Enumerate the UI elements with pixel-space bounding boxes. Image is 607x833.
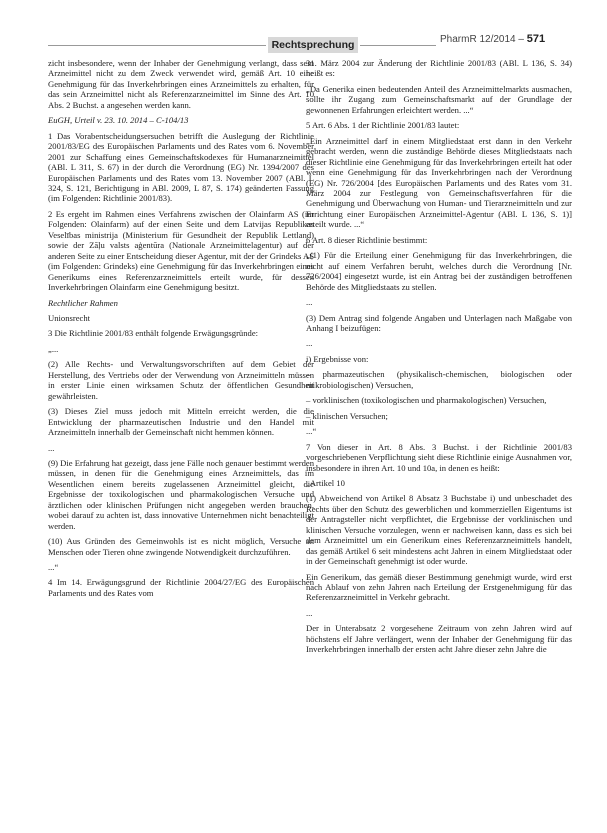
paragraph: 3 Die Richtlinie 2001/83 enthält folgende Erwägungsgründe: <box>48 328 259 339</box>
paragraph: (1) Abweichend von Artikel 8 Absatz 3 Buchstabe i) und unbeschadet des Rechts über den Schutz des gewerblichen und kommerziellen Eigentums ist der Antragsteller nicht verpflichtet, die Ergebnisse der vorklinischen und klinischen Versuche vorzulegen, wenn er nachweisen kann, dass es sich bei dem Arzneimittel um ein Generikum eines Referenzarzneimittels handelt, das gemäß Artikel 6 seit mindestens acht Jahren in einem Mitgliedstaat oder in der Gemeinschaft genehmigt ist oder wurde. <box>306 493 572 567</box>
paragraph: „Artikel 10 <box>306 477 345 488</box>
paragraph: 1 Das Vorabentscheidungsersuchen betrifft die Auslegung der Richtlinie 2001/83/EG des Europäischen Parlaments und des Rates vom 6. November 2001 zur Schaffung eines Gemeinschaftskodexes für Humanarzneimittel (ABl. L 311, S. 67) in der durch die Verordnung (EG) Nr. 1394/2007 des Europäischen Parlaments und des Rates vom 13. November 2007 (ABl. L 324, S. 121, Berichtigung in ABl. 2009, L 87, S. 174) geänderten Fassung (im Folgenden: Richtlinie 2001/83). <box>48 130 314 204</box>
header-rule-left <box>48 45 266 46</box>
left-column <box>48 58 314 603</box>
paragraph: – klinischen Versuchen; <box>306 410 388 421</box>
paragraph: „Da Generika einen bedeutenden Anteil des Arzneimittelmarkts ausmachen, sollte ihr Zugang zum Gemeinschaftsmarkt auf der Grundlage der gewonnenen Erfahrungen erleichtert werden. ...“ <box>306 83 572 115</box>
paragraph: ... <box>306 607 313 618</box>
section-title: Rechtsprechung <box>268 37 358 53</box>
paragraph: i) Ergebnisse von: <box>306 353 369 364</box>
paragraph: „Ein Arzneimittel darf in einem Mitgliedstaat erst dann in den Verkehr gebracht werden, wenn die zuständige Behörde dieses Mitgliedstaats nach dieser Richtlinie eine Genehmigung für das Inverkehrbringen erteilt hat oder wenn eine Genehmigung für das Inverkehrbringen nach der Verordnung (EG) Nr. 726/2004 [des Europäischen Parlaments und des Rates vom 31. März 2004 zur Festlegung von Gemeinschaftsverfahren für die Genehmigung und Überwachung von Human- und Tierarzneimitteln und zur Errichtung einer Europäischen Arzneimittel-Agentur (ABl. L 136, S. 1)] erteilt wurde. ...“ <box>306 135 572 230</box>
paragraph: ...“ <box>306 426 317 437</box>
paragraph: Unionsrecht <box>48 312 91 323</box>
paragraph: 5 Art. 6 Abs. 1 der Richtlinie 2001/83 lautet: <box>306 120 460 131</box>
page-number: 571 <box>526 33 546 45</box>
section-heading: Rechtlicher Rahmen <box>48 297 118 308</box>
paragraph: „(1) Für die Erteilung einer Genehmigung für das Inverkehrbringen, die nicht auf einem Verfahren beruht, welches durch die Verordnung [Nr. 726/2004] eingesetzt wurde, ist ein Antrag bei der zuständigen betroffenen Behörde des Mitgliedstaats zu stellen. <box>306 250 572 292</box>
paragraph: 4 Im 14. Erwägungsgrund der Richtlinie 2004/27/EG des Europäischen Parlaments und des Rates vom <box>48 577 314 598</box>
journal-reference <box>440 33 545 45</box>
header-rule-right <box>360 45 436 46</box>
paragraph: (2) Alle Rechts- und Verwaltungsvorschriften auf dem Gebiet der Herstellung, des Vertriebs oder der Verwendung von Arzneimitteln müssen in erster Linie einen wirksamen Schutz der öffentlichen Gesundheit gewährleisten. <box>48 359 314 401</box>
paragraph: – vorklinischen (toxikologischen und pharmakologischen) Versuchen, <box>306 395 547 406</box>
paragraph: 2 Es ergeht im Rahmen eines Verfahrens zwischen der Olainfarm AS (im Folgenden: Olainfarm) auf der einen Seite und dem Latvijas Republikas Veselības ministrija (Ministerium für Gesundheit der Republik Lettland) sowie der Zāļu valsts aģentūra (Nationale Arzneimittelagentur) auf der anderen Seite zu einer Entscheidung dieser Agentur, mit der der Grindeks AS (im Folgenden: Grindeks) eine Genehmigung für das Inverkehrbringen eines Generikums eines Referenzarzneimittels erteilt wurde, für dessen Inverkehrbringen Olainfarm eine Genehmigung besitzt. <box>48 208 314 293</box>
journal-name: PharmR 12/2014 – <box>440 34 524 45</box>
paragraph: 31. März 2004 zur Änderung der Richtlinie 2001/83 (ABl. L 136, S. 34) heißt es: <box>306 58 572 79</box>
paragraph: 7 Von dieser in Art. 8 Abs. 3 Buchst. i der Richtlinie 2001/83 vorgeschriebenen Verpflichtung sieht diese Richtlinie einige Ausnahmen vor, insbesondere in ihren Art. 10 und 10a, in denen es heißt: <box>306 441 572 473</box>
paragraph: zicht insbesondere, wenn der Inhaber der Genehmigung verlangt, dass sein Arzneimittel nicht zu dem Zweck verwendet wird, gemäß Art. 10 eine Genehmigung für das Inverkehrbringen eines Arzneimittels zu erhalten, für das sein Arzneimittel nicht als Referenzarzneimittel im Sinne des Art. 10 Abs. 2 Buchst. a angesehen werden kann. <box>48 58 314 110</box>
paragraph: (10) Aus Gründen des Gemeinwohls ist es nicht möglich, Versuche an Menschen oder Tieren ohne zwingende Notwendigkeit durchzuführen. <box>48 536 314 557</box>
paragraph: 6 Art. 8 dieser Richtlinie bestimmt: <box>306 234 428 245</box>
paragraph: ... <box>48 442 55 453</box>
paragraph: ... <box>306 297 313 308</box>
paragraph: (3) Dieses Ziel muss jedoch mit Mitteln erreicht werden, die die Entwicklung der pharmazeutischen Industrie und den Handel mit Arzneimitteln innerhalb der Gemeinschaft nicht hemmen können. <box>48 406 314 438</box>
paragraph: (3) Dem Antrag sind folgende Angaben und Unterlagen nach Maßgabe von Anhang I beizufügen: <box>306 312 572 333</box>
paragraph: ... <box>306 338 313 349</box>
right-column <box>306 58 572 660</box>
paragraph: Ein Generikum, das gemäß dieser Bestimmung genehmigt wurde, wird erst nach Ablauf von zehn Jahren nach Erteilung der Erstgenehmigung für das Referenzarzneimittel in Verkehr gebracht. <box>306 571 572 603</box>
case-citation: EuGH, Urteil v. 23. 10. 2014 – C-104/13 <box>48 115 189 126</box>
paragraph: Der in Unterabsatz 2 vorgesehene Zeitraum von zehn Jahren wird auf höchstens elf Jahre verlängert, wenn der Inhaber der Genehmigung für das Inverkehrbringen innerhalb der ersten acht Jahre dieser zehn Jahre die <box>306 623 572 655</box>
page-header <box>0 0 607 56</box>
paragraph: ...“ <box>48 562 59 573</box>
paragraph: „... <box>48 343 59 354</box>
paragraph: – pharmazeutischen (physikalisch-chemischen, biologischen oder mikrobiologischen) Versuchen, <box>306 369 572 390</box>
paragraph: (9) Die Erfahrung hat gezeigt, dass jene Fälle noch genauer bestimmt werden müssen, in denen für die Genehmigung eines Arzneimittels, das im Wesentlichen einem bereits zugelassenen Arzneimittel gleicht, die Ergebnisse der toxikologischen und pharmakologischen Versuche und ärztlichen oder klinischen Prüfungen nicht angegeben werden brauchen, wobei darauf zu achten ist, dass innovative Unternehmen nicht benachteiligt werden. <box>48 457 314 531</box>
